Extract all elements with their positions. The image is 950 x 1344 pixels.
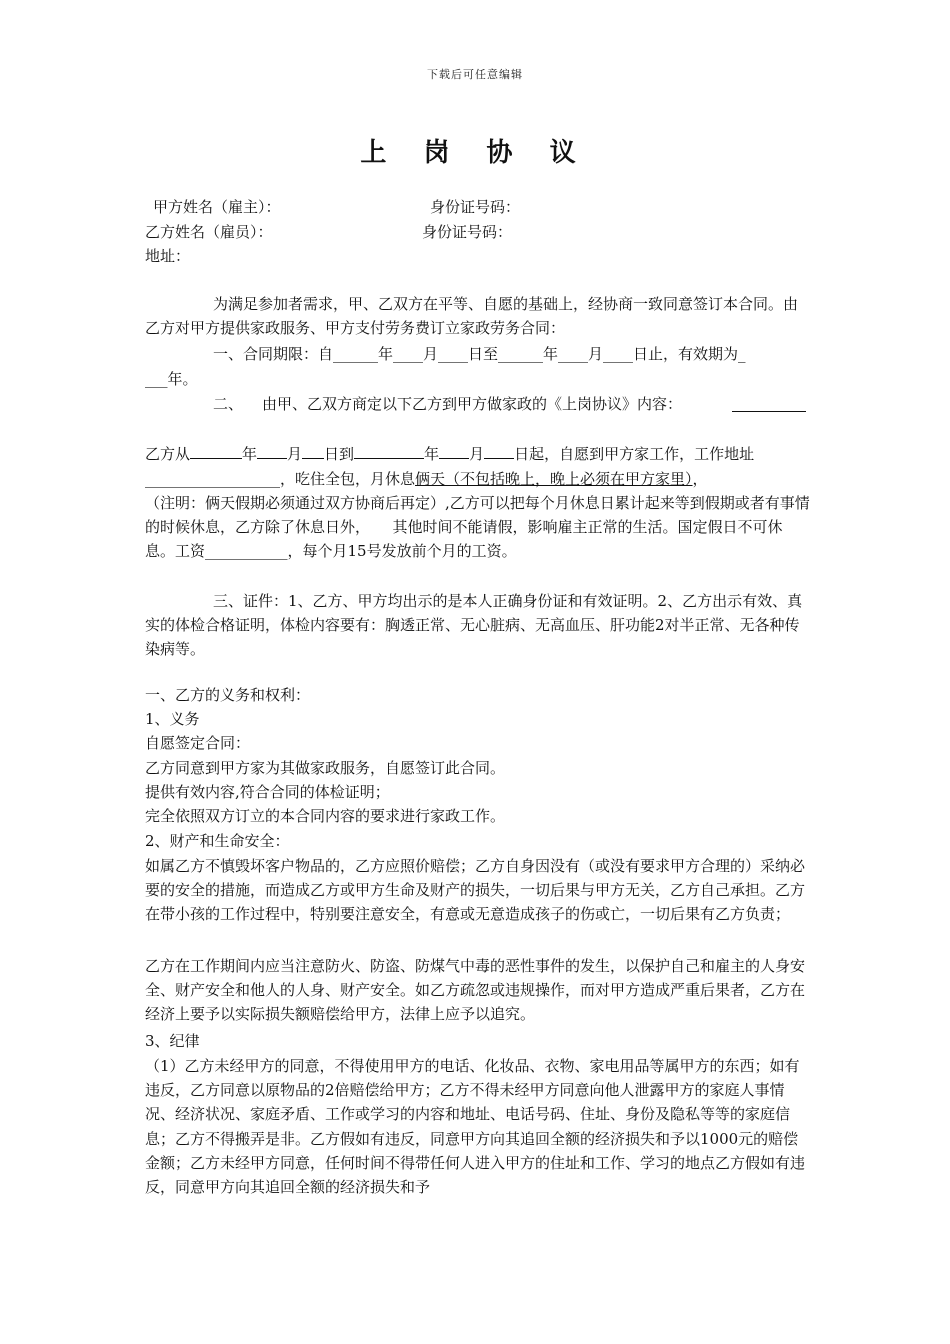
discipline-title: 3、纪律 xyxy=(145,1032,200,1050)
clause-2-label: 二、 xyxy=(213,395,244,413)
discipline-paragraph-1: （1）乙方未经甲方的同意，不得使用甲方的电话、化妆品、衣物、家电用品等属甲方的东西；如有违反，乙方同意以原物品的2倍赔偿给甲方；乙方不得未经甲方同意向他人泄露甲方的家庭人事情况、经济状况、家庭矛盾、工作或学习的内容和地址、电话号码、住址、身份及隐私等等的家庭信息；乙方不得搬弄是非。乙方假如有违反，同意甲方向其追回全额的经济损失和予以1000元的赔偿金额；乙方未经甲方同意，任何时间不得带任何人进入甲方的住址和工作、学习的地点乙方假如有违反，同意甲方向其追回全额的经济损失和予 xyxy=(145,1057,806,1197)
blank-day-2 xyxy=(484,442,514,459)
text-day-1: 日到 xyxy=(324,445,355,463)
party-a-id-label: 身份证号码： xyxy=(430,198,521,216)
text-comma: ， xyxy=(692,470,708,488)
blank-year-2 xyxy=(354,442,424,459)
text-year-1: 年 xyxy=(242,445,258,463)
safety-paragraph-2: 乙方在工作期间内应当注意防火、防盗、防煤气中毒的恶性事件的发生，以保护自己和雇主的人身安全、财产安全和他人的人身、财产安全。如乙方疏忽或违规操作，而对甲方造成严重后果者，乙方在经济上要予以实际损失额赔偿给甲方，法律上应予以追究。 xyxy=(145,957,806,1024)
blank-day-1 xyxy=(302,442,324,459)
clause-2-text: 由甲、乙双方商定以下乙方到甲方做家政的《上岗协议》内容： xyxy=(262,395,683,413)
text-month-1: 月 xyxy=(287,445,303,463)
text-year-2: 年 xyxy=(424,445,440,463)
text-from: 乙方从 xyxy=(145,445,191,463)
clause-2-start-line xyxy=(145,442,754,466)
address-label: 地址： xyxy=(145,247,191,265)
safety-paragraph-1: 如属乙方不慎毁坏客户物品的，乙方应照价赔偿；乙方自身因没有（或没有要求甲方合理的）采纳必要的安全的措施，而造成乙方或甲方生命及财产的损失，一切后果与甲方无关，乙方自己承担。乙方在带小孩的工作过程中，特别要注意安全，有意或无意造成孩子的伤或亡，一切后果有乙方负责； xyxy=(145,857,806,924)
party-b-name-label: 乙方姓名（雇员）： xyxy=(145,223,273,241)
clause-3-paragraph: 三、证件：1、乙方、甲方均出示的是本人正确身份证和有效证明。2、乙方出示有效、真实的体检合格证明，体检内容要有：胸透正常、无心脏病、无高血压、肝功能2对半正常、无各种传染病等。 xyxy=(145,592,803,659)
duty-line-3: 提供有效内容,符合合同的体检证明； xyxy=(145,783,390,801)
clause-1-term-cont: ___年。 xyxy=(145,370,198,388)
clause-1-term: 一、合同期限：自______年____月____日至______年____月____日止，有效期为_ xyxy=(213,345,746,363)
duty-line-2: 乙方同意到甲方家为其做家政服务，自愿签订此合同。 xyxy=(145,759,506,777)
clause-2-address-line xyxy=(145,467,708,491)
text-day-2: 日起，自愿到甲方家工作，工作地址 xyxy=(514,445,755,463)
clause-2-notes: （注明：俩天假期必须通过双方协商后再定）,乙方可以把每个月休息日累计起来等到假期或者有事情的时候休息，乙方除了休息日外， 其他时间不能请假，影响雇主正常的生活。国定假日不可休息。工资___________，每个月15号发放前个月的工资。 xyxy=(145,494,810,561)
party-a-name-label: 甲方姓名（雇主）： xyxy=(153,198,281,216)
party-b-id-label: 身份证号码： xyxy=(422,223,513,241)
page-header: 下载后可任意编辑 xyxy=(427,68,523,81)
duty-title: 1、义务 xyxy=(145,710,200,728)
duty-line-1: 自愿签定合同： xyxy=(145,734,251,752)
intro-paragraph: 为满足参加者需求，甲、乙双方在平等、自愿的基础上，经协商一致同意签订本合同。由乙方对甲方提供家政服务、甲方支付劳务费订立家政劳务合同： xyxy=(145,295,799,338)
duty-line-4: 完全依照双方订立的本合同内容的要求进行家政工作。 xyxy=(145,807,506,825)
section-1-title: 一、乙方的义务和权利： xyxy=(145,686,311,704)
text-rest-days: 俩天（不包括晚上，晚上必须在甲方家里） xyxy=(415,470,693,488)
blank-month-2 xyxy=(439,442,469,459)
text-workaddress: __________________，吃住全包，月休息 xyxy=(145,470,416,488)
safety-title: 2、财产和生命安全： xyxy=(145,832,290,850)
text-month-2: 月 xyxy=(469,445,485,463)
blank-month-1 xyxy=(257,442,287,459)
document-title: 上 岗 协 议 xyxy=(360,138,590,168)
blank-year-1 xyxy=(190,442,242,459)
clause-2-blank xyxy=(732,395,806,412)
